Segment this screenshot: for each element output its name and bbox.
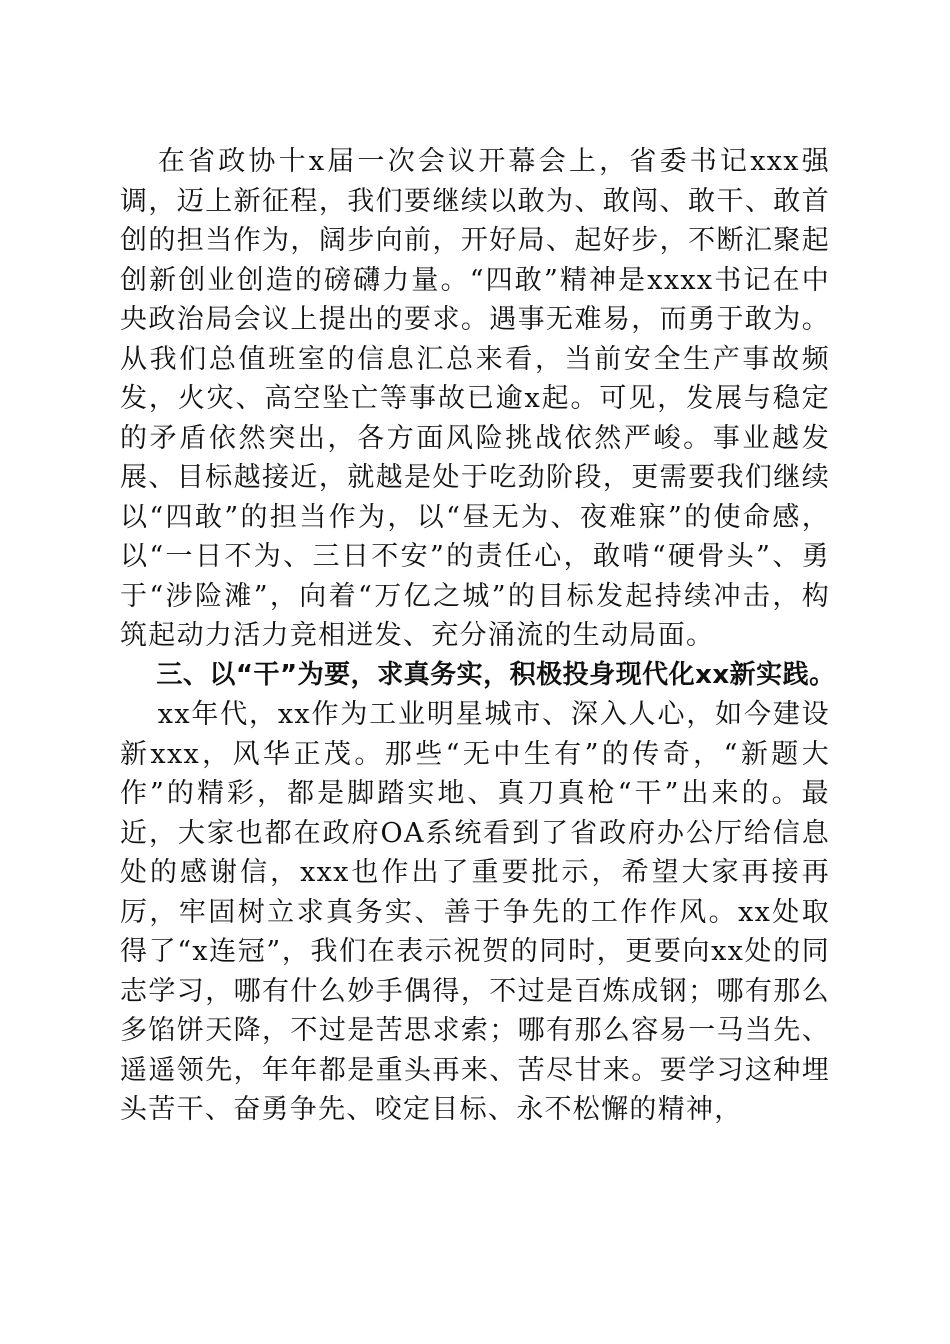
paragraph-four-dare-spirit: 在省政协十x届一次会议开幕会上，省委书记xxx强调，迈上新征程，我们要继续以敢为、敢闯、敢干、敢首创的担当作为，阔步向前，开好局、起好步，不断汇聚起创新创业创造的磅礴力量。“四敢”精神是xxxx书记在中央政治局会议上提出的要求。遇事无难易，而勇于敢为。从我们总值班室的信息汇总来看，当前安全生产事故频发，火灾、高空坠亡等事故已逾x起。可见，发展与稳定的矛盾依然突出，各方面风险挑战依然严峻。事业越发展、目标越接近，就越是处于吃劲阶段，更需要我们继续以“四敢”的担当作为，以“昼无为、夜难寐”的使命感，以“一日不为、三日不安”的责任心，敢啃“硬骨头”、勇于“涉险滩”，向着“万亿之城”的目标发起持续冲击，构筑起动力活力竞相迸发、充分涌流的生动局面。 xyxy=(120,146,830,651)
document-body xyxy=(120,142,836,1130)
paragraph-pragmatic-work: xx年代，xx作为工业明星城市、深入人心，如今建设新xxx，风华正茂。那些“无中生有”的传奇，“新题大作”的精彩，都是脚踏实地、真刀真枪“干”出来的。最近，大家也都在政府OA系统看到了省政府办公厅给信息处的感谢信，xxx也作出了重要批示，希望大家再接再厉，牢固树立求真务实、善于争先的工作作风。xx处取得了“x连冠”，我们在表示祝贺的同时，更要向xx处的同志学习，哪有什么妙手偶得，不过是百炼成钢；哪有那么多馅饼天降，不过是苦思求索；哪有那么容易一马当先、遥遥领先，年年都是重头再来、苦尽甘来。要学习这种埋头苦干、奋勇争先、咬定目标、永不松懈的精神， xyxy=(120,699,830,1125)
section-heading-three: 三、以“干”为要，求真务实，积极投身现代化xx新实践。 xyxy=(156,659,836,690)
